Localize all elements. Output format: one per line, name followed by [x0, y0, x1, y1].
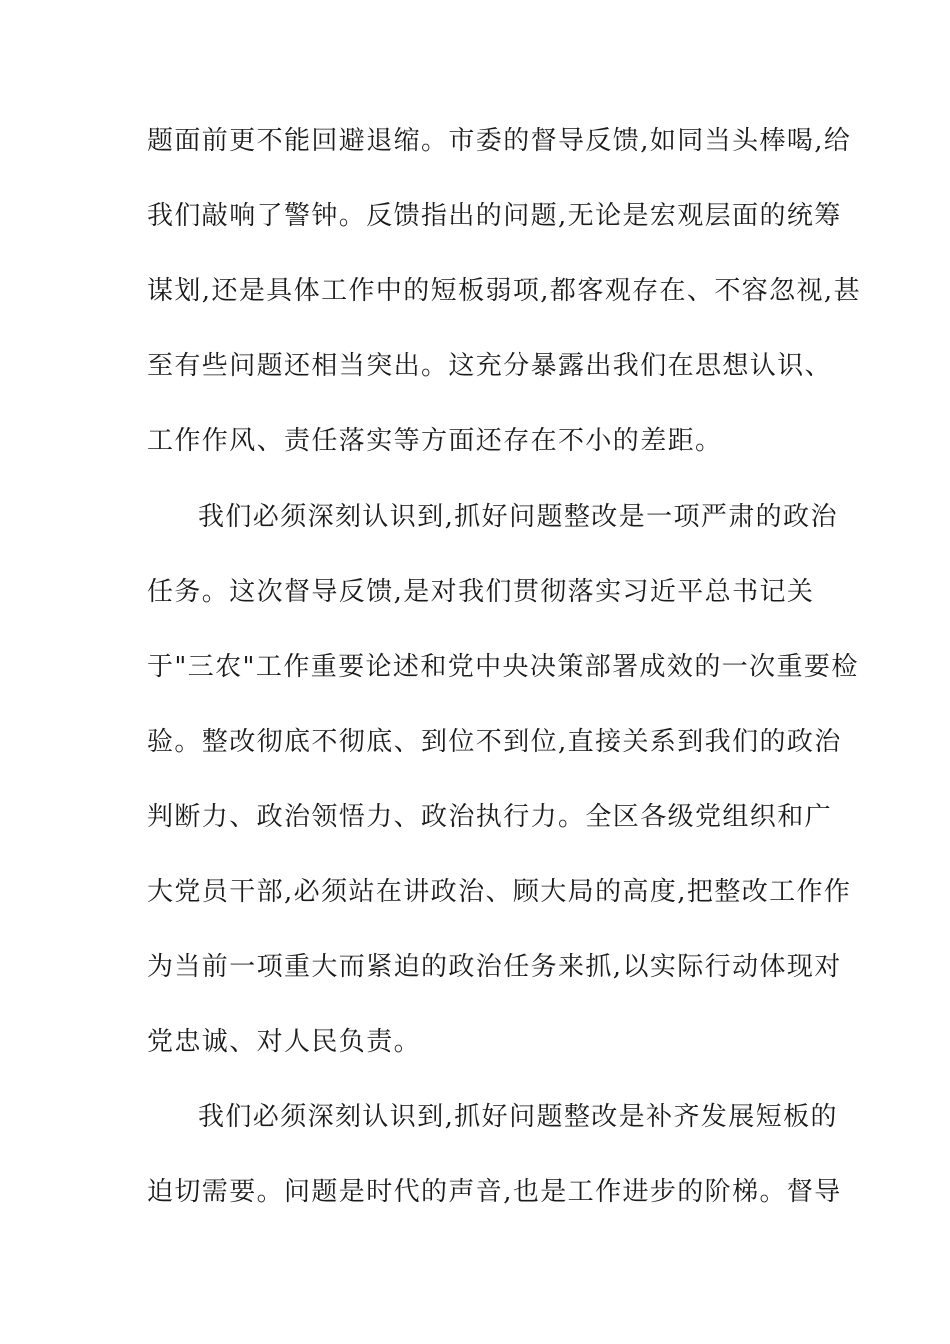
text-line: 验。整改彻底不彻底、到位不到位,直接关系到我们的政治: [147, 727, 842, 757]
text-line: 党忠诚、对人民负责。: [147, 1027, 422, 1057]
text-line: 谋划,还是具体工作中的短板弱项,都客观存在、不容忽视,甚: [147, 276, 861, 306]
text-line: 迫切需要。问题是时代的声音,也是工作进步的阶梯。督导: [147, 1177, 842, 1207]
paragraph-first-line: 我们必须深刻认识到,抓好问题整改是补齐发展短板的: [198, 1102, 838, 1132]
text-line: 工作作风、责任落实等方面还存在不小的差距。: [147, 426, 723, 456]
paragraph-first-line: 我们必须深刻认识到,抓好问题整改是一项严肃的政治: [198, 502, 838, 532]
text-line: 为当前一项重大而紧迫的政治任务来抓,以实际行动体现对: [147, 952, 842, 982]
text-line: 判断力、政治领悟力、政治执行力。全区各级党组织和广: [147, 802, 833, 832]
text-line: 至有些问题还相当突出。这充分暴露出我们在思想认识、: [147, 351, 833, 381]
text-line: 于"三农"工作重要论述和党中央决策部署成效的一次重要检: [147, 652, 859, 682]
text-line: 任务。这次督导反馈,是对我们贯彻落实习近平总书记关: [147, 577, 815, 607]
text-line: 大党员干部,必须站在讲政治、顾大局的高度,把整改工作作: [147, 877, 852, 907]
text-line: 题面前更不能回避退缩。市委的督导反馈,如同当头棒喝,给: [147, 126, 852, 156]
text-line: 我们敲响了警钟。反馈指出的问题,无论是宏观层面的统筹: [147, 201, 842, 231]
